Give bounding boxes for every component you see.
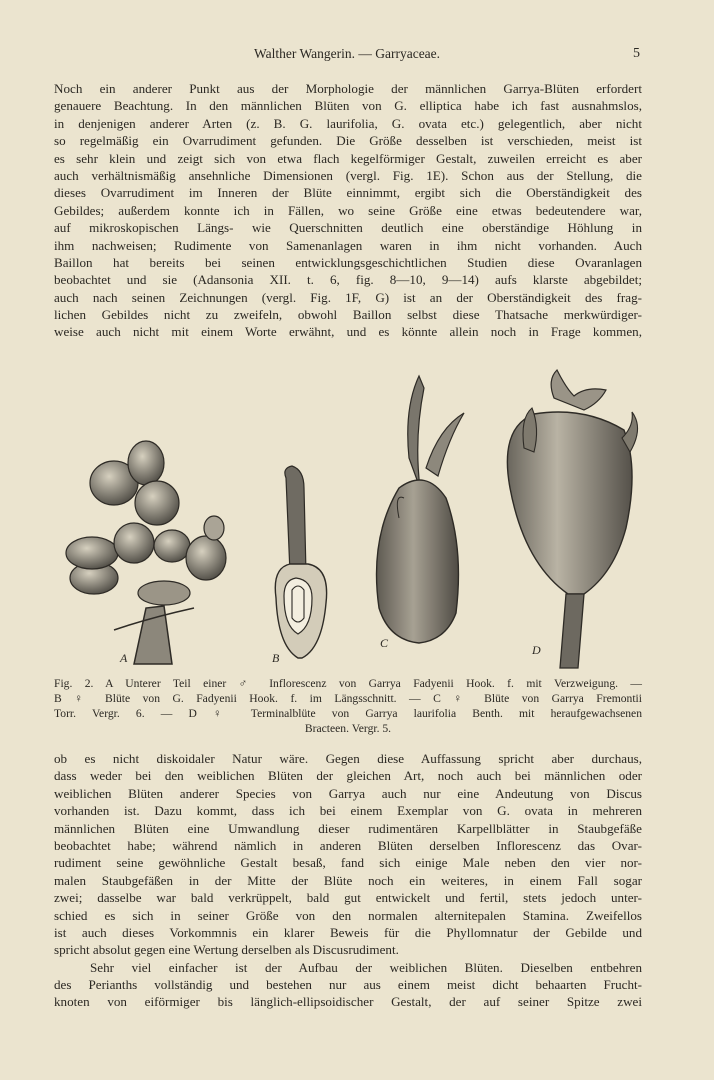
text-line: ob es nicht diskoidaler Natur wäre. Gegen diese Auffassung spricht aber durchaus, — [54, 751, 642, 766]
text-line: auch verhältnismäßig ansehnliche Dimensionen (vergl. Fig. 1E). Schon aus der Stellung, die — [54, 167, 642, 183]
text-line: Gebildes; außerdem konnte ich in Fällen, wo seine Größe eine etwas bedeutendere war, — [54, 202, 642, 218]
paragraph-1 — [54, 80, 642, 341]
text-line: in denjenigen anderer Arten (z. B. G. laurifolia, G. ovata etc.) gelegentlich, aber nicht — [54, 115, 642, 131]
text-line: beobachtet habe; während nämlich in anderen Blüten derselben Inflorescenz das Ovar- — [54, 837, 642, 853]
text-line: männlichen Blüten eine Umwandlung dieser rudimentären Karpellblätter in Staubgefäße — [54, 820, 642, 836]
caption-line: Fig. 2. A Unterer Teil einer ♂ Inflorescenz von Garrya Fadyenii Hook. f. mit Verzweigung. — — [54, 677, 642, 690]
text-line: ist auch dieses Vorkommnis ein klarer Beweis für die Phyllomnatur der Gebilde und — [54, 924, 642, 940]
caption-line: B ♀ Blüte von G. Fadyenii Hook. f. im Längsschnitt. — C ♀ Blüte von Garrya Fremontii — [54, 692, 642, 705]
text-line: Sehr viel einfacher ist der Aufbau der weiblichen Blüten. Dieselben entbehren — [90, 959, 642, 975]
figure-label-b: B — [272, 651, 280, 665]
text-line: ihm nachweisen; Rudimente von Samenanlagen waren in ihm nicht vorhanden. Auch — [54, 237, 642, 253]
text-line: schied es sich in seiner Größe von den normalen alternitepalen Stamina. Zweifellos — [54, 907, 642, 923]
text-line: so regelmäßig ein Ovarrudiment gefunden. Die Größe desselben ist verschieden, meist ist — [54, 133, 642, 149]
figure-b-longitudinal-section — [275, 466, 326, 658]
text-line: zwei; dasselbe war bald verkrüppelt, bald gut entwickelt und fertil, stets jedoch unter- — [54, 890, 642, 906]
running-head — [54, 46, 640, 66]
text-line: spricht absolut gegen eine Wertung derselben als Discusrudiment. — [54, 942, 399, 958]
text-line: des Perianths vollständig und bestehen nur aus einem meist dicht behaarten Frucht- — [54, 977, 642, 993]
text-line: Baillon hat bereits bei seinen entwicklungsgeschichtlichen Studien diese Ovaranlagen — [54, 254, 642, 270]
figure-label-c: C — [380, 636, 389, 650]
figure-c-female-flower — [377, 376, 465, 643]
caption-line: Torr. Vergr. 6. — D ♀ Terminalblüte von Garrya laurifolia Benth. mit heraufgewachsenen — [54, 707, 642, 720]
text-line: genauere Beachtung. In den männlichen Blüten von G. elliptica habe ich fast ausnahmslos, — [54, 98, 642, 114]
paragraph-2 — [54, 750, 642, 1011]
text-line: vorhanden ist. Dazu kommt, dass ich bei einem Exemplar von G. ovata in mehreren — [54, 803, 642, 819]
text-line: auf mikroskopischen Längs- wie Querschnitten deutlich eine oberständige Höhlung in — [54, 220, 642, 236]
botanical-figure — [54, 368, 646, 673]
figure-label-a: A — [120, 651, 128, 665]
text-line: rudiment seine gewöhnliche Gestalt besaß, fand sich einige Male neben den vier nor- — [54, 855, 642, 871]
text-line: knoten von eiförmiger bis länglich-ellipsoidischer Gestalt, der auf seiner Spitze zwei — [54, 994, 642, 1010]
text-line: malen Staubgefäßen in der Mitte der Blüte noch ein weiteres, in einem Fall sogar — [54, 872, 642, 888]
running-title: Walther Wangerin. — Garryaceae. — [253, 46, 441, 61]
figure-label-d: D — [532, 643, 541, 657]
text-line: weise auch nicht mit einem Worte erwähnt, und es könnte allein noch in Frage kommen, — [54, 324, 642, 340]
text-line: Noch ein anderer Punkt aus der Morphologie der männlichen Garrya-Blüten erfordert — [54, 81, 642, 96]
text-line: auch nach seinen Zeichnungen (vergl. Fig. 1F, G) ist an der Oberständigkeit des frag- — [54, 289, 642, 305]
figure-a-inflorescence — [66, 441, 226, 664]
text-line: dieses Ovarrudiment im Inneren der Blüte einnimmt, ergibt sich die Oberständigkeit des — [54, 185, 642, 201]
figure-caption — [54, 676, 642, 736]
text-line: beobachtet und sie (Adansonia XII. t. 6, fig. 8—10, 9—14) aufs klarste abgebildet; — [54, 272, 642, 288]
text-line: dass weder bei den weiblichen Blüten der gleichen Art, noch auch bei männlichen oder — [54, 768, 642, 784]
text-line: lichen Gebildes nicht zu zweifeln, obwohl Baillon selbst diese Thatsache merkwürdiger- — [54, 307, 642, 323]
page-number: 5 — [633, 46, 640, 61]
text-line: weiblichen Blüten anderer Species von Garrya auch nur eine Andeutung von Discus — [54, 785, 642, 801]
caption-line: Bracteen. Vergr. 5. — [304, 722, 392, 735]
figure-d-terminal-flower — [507, 370, 637, 668]
text-line: es sehr klein und zeigt sich von etwa flach kegelförmiger Gestalt, zuweilen erreicht es aber — [54, 150, 642, 166]
figure-illustration — [54, 368, 646, 673]
